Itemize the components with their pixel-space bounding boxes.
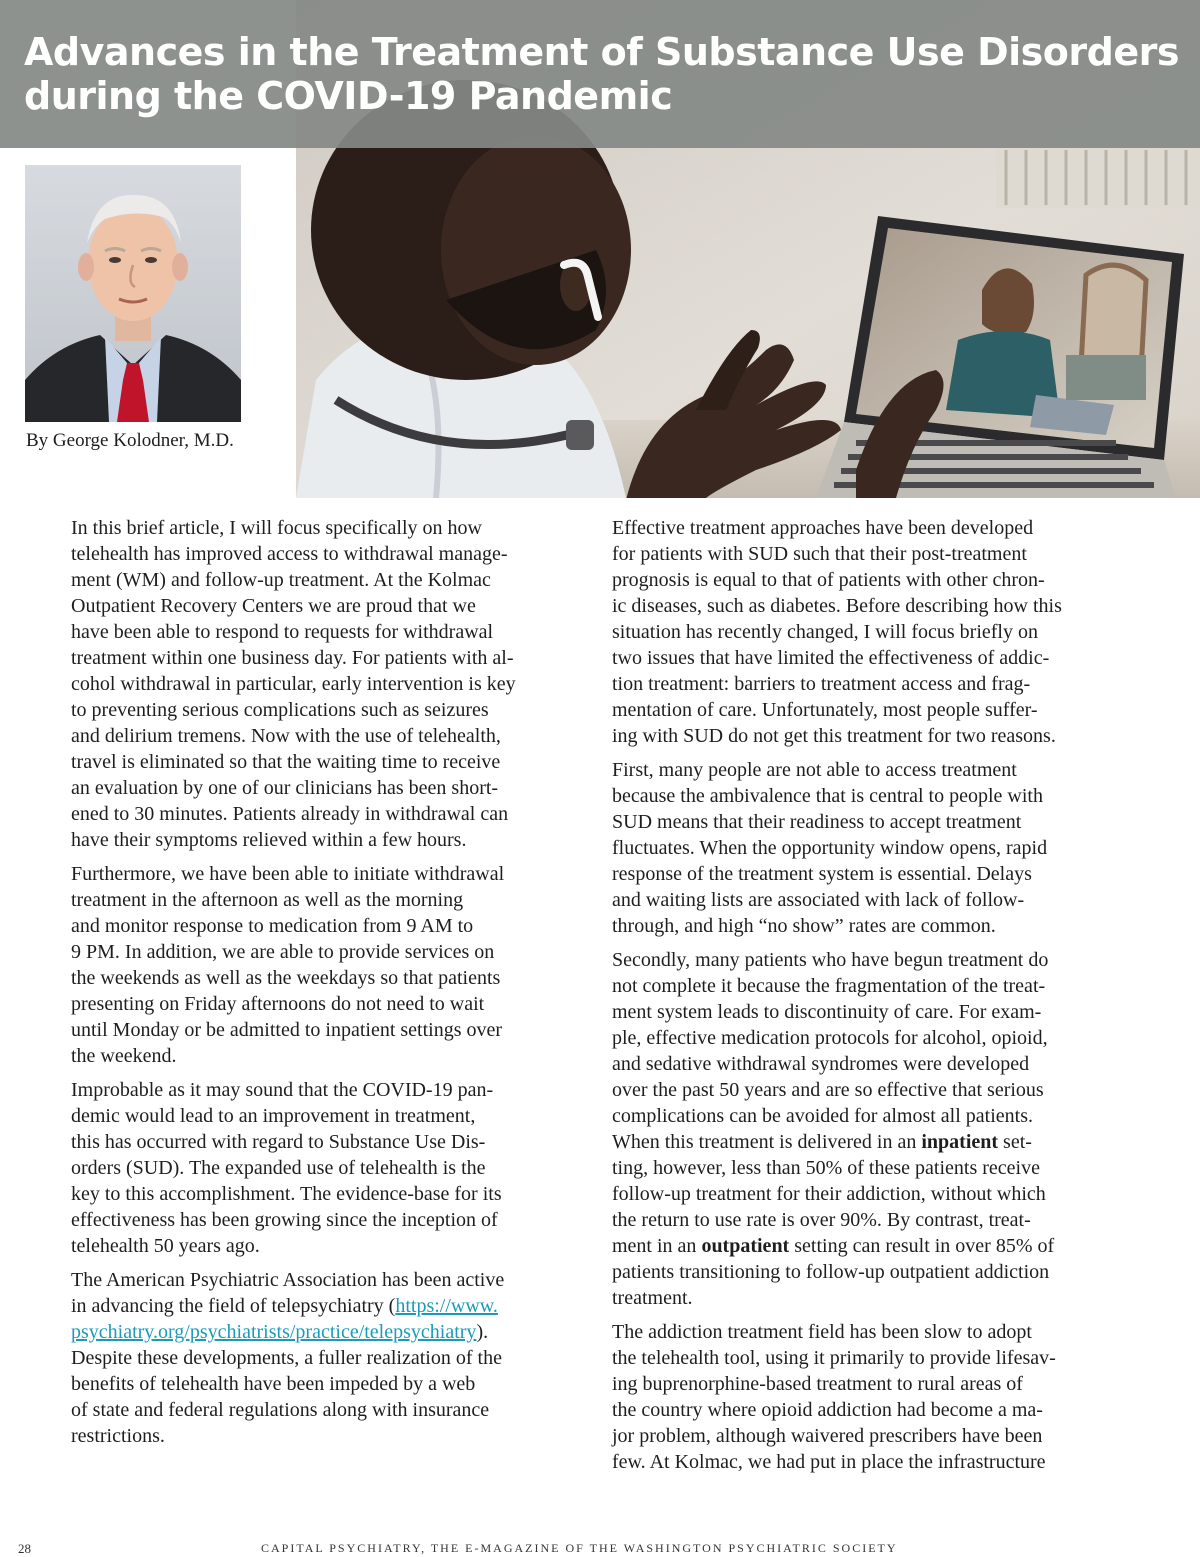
text-line: SUD means that their readiness to accept treatment (612, 811, 1022, 833)
text-line: not complete it because the fragmentation of the treat- (612, 975, 1046, 997)
text-line: presenting on Friday afternoons do not need to wait (71, 993, 485, 1015)
page-number: 28 (18, 1541, 31, 1556)
paragraph-telehealth-access (71, 515, 591, 853)
text-line (71, 1293, 591, 1319)
text-line: the country where opioid addiction had become a ma- (612, 1399, 1043, 1421)
text-line: and sedative withdrawal syndromes were developed (612, 1053, 1030, 1075)
emphasis-inpatient: inpatient (921, 1131, 999, 1153)
text-line: Improbable as it may sound that the COVID-19 pan- (71, 1079, 494, 1101)
text-line: ened to 30 minutes. Patients already in withdrawal can (71, 803, 509, 825)
text-line: First, many people are not able to access treatment (612, 759, 1017, 781)
text-line: orders (SUD). The expanded use of telehealth is the (71, 1157, 486, 1179)
author-portrait (25, 165, 241, 422)
text-line: ment system leads to discontinuity of care. For exam- (612, 1001, 1042, 1023)
text-line: Effective treatment approaches have been developed (612, 517, 1034, 539)
text-line: and delirium tremens. Now with the use of telehealth, (71, 725, 501, 747)
text-line: The addiction treatment field has been slow to adopt (612, 1321, 1032, 1343)
text-fragment: in advancing the field of telepsychiatry ( (71, 1295, 396, 1317)
text-line: ing buprenorphine-based treatment to rural areas of (612, 1373, 1023, 1395)
paragraph-apa (71, 1267, 591, 1449)
text-line: ting, however, less than 50% of these patients receive (612, 1157, 1040, 1179)
paragraph-effective-treatment (612, 515, 1132, 749)
paragraph-improbable (71, 1077, 591, 1259)
text-line: the return to use rate is over 90%. By contrast, treat- (612, 1209, 1031, 1231)
text-fragment: ). (476, 1321, 489, 1343)
text-line: restrictions. (71, 1425, 165, 1447)
byline: By George Kolodner, M.D. (26, 430, 234, 451)
left-column (71, 515, 591, 1457)
text-line: few. At Kolmac, we had put in place the infrastructure (612, 1451, 1046, 1473)
text-line: an evaluation by one of our clinicians has been short- (71, 777, 499, 799)
text-line (71, 1319, 591, 1345)
telepsychiatry-link-part2[interactable]: psychiatry.org/psychiatrists/practice/telepsychiatry (71, 1321, 477, 1343)
text-line: of state and federal regulations along with insurance (71, 1399, 490, 1421)
text-line: 9 PM. In addition, we are able to provide services on (71, 941, 495, 963)
text-line: ing with SUD do not get this treatment for two reasons. (612, 725, 1056, 747)
text-line: treatment in the afternoon as well as the morning (71, 889, 464, 911)
hero-banner (0, 0, 1200, 498)
text-line: key to this accomplishment. The evidence-base for its (71, 1183, 502, 1205)
text-line: ic diseases, such as diabetes. Before describing how this (612, 595, 1062, 617)
text-line: Outpatient Recovery Centers we are proud that we (71, 595, 476, 617)
emphasis-outpatient: outpatient (701, 1235, 790, 1257)
text-line: have their symptoms relieved within a few hours. (71, 829, 467, 851)
text-line: benefits of telehealth have been impeded by a web (71, 1373, 476, 1395)
text-line: In this brief article, I will focus specifically on how (71, 517, 482, 539)
text-line: prognosis is equal to that of patients with other chron- (612, 569, 1045, 591)
text-line: treatment. (612, 1287, 693, 1309)
text-line: ment (WM) and follow-up treatment. At the Kolmac (71, 569, 491, 591)
paragraph-first (612, 757, 1132, 939)
text-line: situation has recently changed, I will focus briefly on (612, 621, 1038, 643)
text-line: because the ambivalence that is central to people with (612, 785, 1043, 807)
text-line: treatment within one business day. For patients with al- (71, 647, 514, 669)
text-fragment: set- (998, 1131, 1032, 1153)
paragraph-secondly (612, 947, 1132, 1311)
text-line: complications can be avoided for almost all patients. (612, 1105, 1033, 1127)
text-line: tion treatment: barriers to treatment access and frag- (612, 673, 1031, 695)
text-fragment: setting can result in over 85% of (789, 1235, 1055, 1257)
text-line: this has occurred with regard to Substance Use Dis- (71, 1131, 486, 1153)
magazine-name: CAPITAL PSYCHIATRY, THE E-MAGAZINE OF THE WASHINGTON PSYCHIATRIC SOCIETY (261, 1541, 898, 1555)
text-line: The American Psychiatric Association has been active (71, 1269, 505, 1291)
text-line (612, 1129, 1132, 1155)
text-line: and waiting lists are associated with lack of follow- (612, 889, 1025, 911)
text-line: over the past 50 years and are so effective that serious (612, 1079, 1044, 1101)
text-line: to preventing serious complications such as seizures (71, 699, 489, 721)
title-line-2: during the COVID-19 Pandemic (24, 74, 673, 118)
text-line: patients transitioning to follow-up outpatient addiction (612, 1261, 1050, 1283)
text-line: and monitor response to medication from 9 AM to (71, 915, 474, 937)
text-line: demic would lead to an improvement in treatment, (71, 1105, 476, 1127)
text-line: telehealth has improved access to withdrawal manage- (71, 543, 508, 565)
text-line: travel is eliminated so that the waiting time to receive (71, 751, 501, 773)
text-line: through, and high “no show” rates are common. (612, 915, 996, 937)
text-line: Furthermore, we have been able to initiate withdrawal (71, 863, 505, 885)
article-title (24, 30, 1184, 118)
text-line: ple, effective medication protocols for alcohol, opioid, (612, 1027, 1048, 1049)
text-line: effectiveness has been growing since the inception of (71, 1209, 498, 1231)
text-line: for patients with SUD such that their post-treatment (612, 543, 1027, 565)
text-line: telehealth 50 years ago. (71, 1235, 260, 1257)
text-line: cohol withdrawal in particular, early intervention is key (71, 673, 516, 695)
telepsychiatry-link-part1[interactable]: https://www. (395, 1295, 498, 1317)
text-line: the weekends as well as the weekdays so that patients (71, 967, 501, 989)
text-line: have been able to respond to requests for withdrawal (71, 621, 494, 643)
text-line: two issues that have limited the effectiveness of addic- (612, 647, 1050, 669)
title-band (0, 0, 1200, 148)
paragraph-furthermore (71, 861, 591, 1069)
text-fragment: When this treatment is delivered in an (612, 1131, 922, 1153)
paragraph-addiction-field (612, 1319, 1132, 1475)
text-fragment: ment in an (612, 1235, 702, 1257)
text-line: Despite these developments, a fuller realization of the (71, 1347, 502, 1369)
text-line: follow-up treatment for their addiction, without which (612, 1183, 1046, 1205)
text-line: response of the treatment system is essential. Delays (612, 863, 1032, 885)
text-line: the weekend. (71, 1045, 177, 1067)
text-line: fluctuates. When the opportunity window opens, rapid (612, 837, 1048, 859)
title-line-1: Advances in the Treatment of Substance Use Disorders (24, 30, 1179, 74)
text-line (612, 1233, 1132, 1259)
right-column (612, 515, 1132, 1483)
text-line: the telehealth tool, using it primarily to provide lifesav- (612, 1347, 1056, 1369)
text-line: jor problem, although waivered prescribers have been (612, 1425, 1043, 1447)
text-line: until Monday or be admitted to inpatient settings over (71, 1019, 503, 1041)
text-line: mentation of care. Unfortunately, most people suffer- (612, 699, 1038, 721)
text-line: Secondly, many patients who have begun treatment do (612, 949, 1049, 971)
